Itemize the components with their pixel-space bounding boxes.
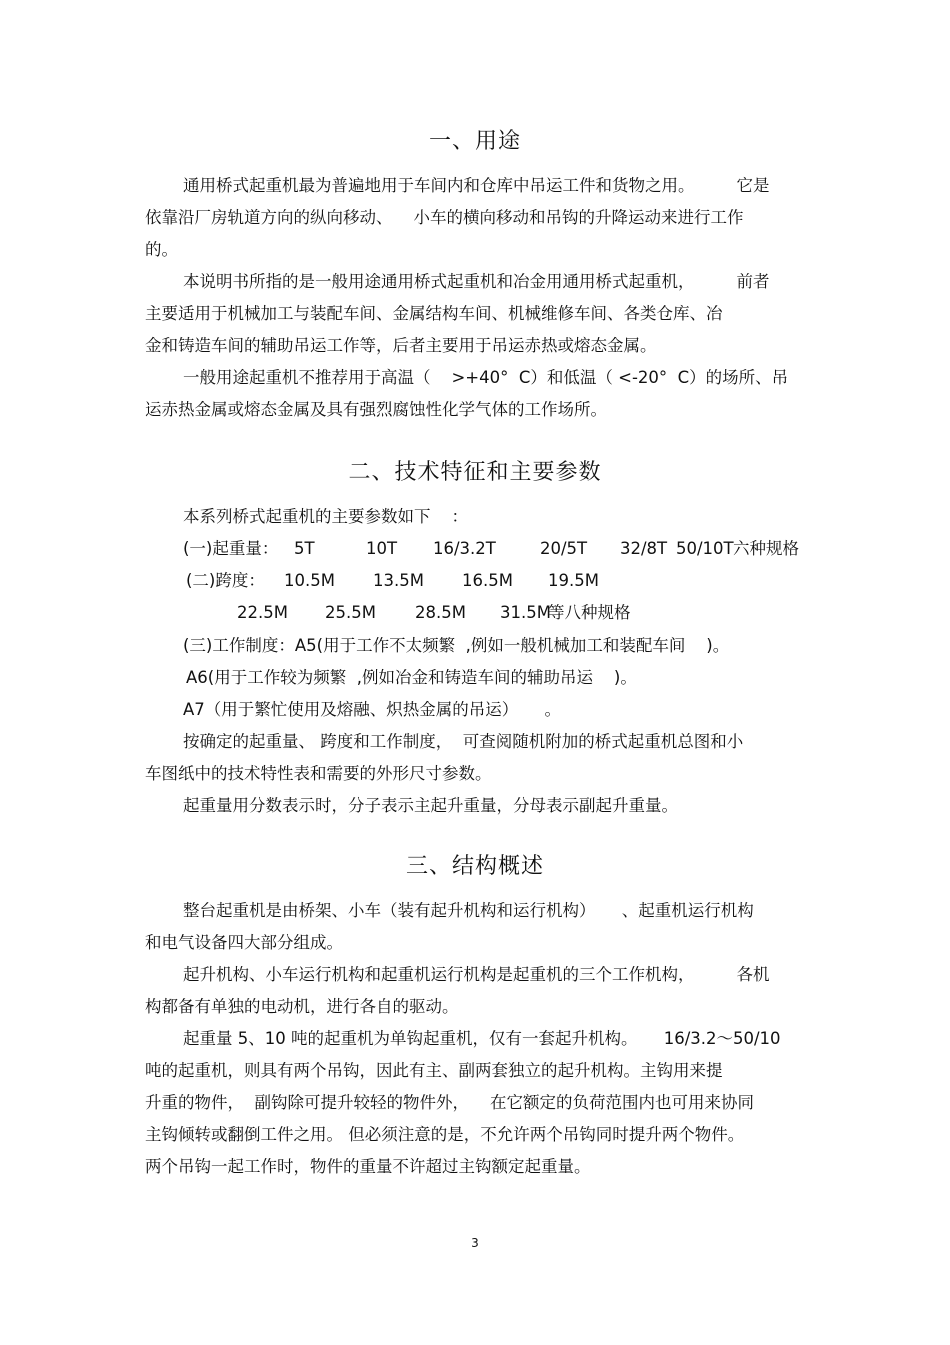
paragraph-line: 金和铸造车间的辅助吊运工作等，后者主要用于吊运赤热或熔态金属。 xyxy=(145,336,657,355)
span-value: 10.5M xyxy=(284,571,335,590)
span-value: 19.5M xyxy=(548,571,599,590)
capacity-value: 5T xyxy=(294,539,315,558)
span-value: 16.5M xyxy=(462,571,513,590)
paragraph-line: 的。 xyxy=(145,240,178,259)
paragraph-line: 运赤热金属或熔态金属及具有强烈腐蚀性化学气体的工作场所。 xyxy=(145,400,607,419)
section-title-purpose: 一、用途 xyxy=(428,129,521,154)
paragraph-line: 一般用途起重机不推荐用于高温（ >+40° C）和低温（ <-20° C）的场所、吊 xyxy=(183,368,789,387)
capacity-suffix: 六种规格 xyxy=(733,539,799,558)
capacity-value: 20/5T xyxy=(540,539,588,558)
section-title-specs: 二、技术特征和主要参数 xyxy=(348,460,602,485)
capacity-value: 50/10T xyxy=(676,539,734,558)
paragraph-line: 按确定的起重量、 跨度和工作制度， 可查阅随机附加的桥式起重机总图和小 xyxy=(183,732,744,751)
paragraph-line: 通用桥式起重机最为普遍地用于车间内和仓库中吊运工件和货物之用。 它是 xyxy=(183,176,770,195)
paragraph-line: 主要适用于机械加工与装配车间、金属结构车间、机械维修车间、各类仓库、冶 xyxy=(145,304,723,323)
span-row-2 xyxy=(0,601,950,625)
capacity-value: 16/3.2T xyxy=(433,539,496,558)
specs-intro: 本系列桥式起重机的主要参数如下 ： xyxy=(183,507,468,526)
capacity-value: 32/8T xyxy=(620,539,668,558)
span-suffix: 等八种规格 xyxy=(548,603,631,622)
paragraph-line: 起重量 5、10 吨的起重机为单钩起重机，仅有一套起升机构。 16/3.2～50/10 xyxy=(183,1029,781,1048)
paragraph-line: 起重量用分数表示时，分子表示主起升重量，分母表示副起升重量。 xyxy=(183,796,678,815)
span-value: 28.5M xyxy=(415,603,466,622)
capacity-label: (一)起重量： xyxy=(183,539,279,558)
capacity-value: 10T xyxy=(366,539,398,558)
paragraph-line: 升重的物件， 副钩除可提升较轻的物件外， 在它额定的负荷范围内也可用来协同 xyxy=(145,1093,754,1112)
paragraph-line: 本说明书所指的是一般用途通用桥式起重机和冶金用通用桥式起重机， 前者 xyxy=(183,272,770,291)
duty-line-a6: A6(用于工作较为频繁 ,例如冶金和铸造车间的辅助吊运 )。 xyxy=(186,668,637,687)
span-row-1 xyxy=(0,569,950,593)
paragraph-line: 和电气设备四大部分组成。 xyxy=(145,933,343,952)
span-value: 13.5M xyxy=(373,571,424,590)
paragraph-line: 依靠沿厂房轨道方向的纵向移动、 小车的横向移动和吊钩的升降运动来进行工作 xyxy=(145,208,744,227)
duty-line-a7: A7（用于繁忙使用及熔融、炽热金属的吊运） 。 xyxy=(183,700,562,719)
span-label: (二)跨度： xyxy=(186,571,265,590)
capacity-row xyxy=(0,537,950,561)
span-value: 25.5M xyxy=(325,603,376,622)
paragraph-line: 车图纸中的技术特性表和需要的外形尺寸参数。 xyxy=(145,764,492,783)
span-value: 22.5M xyxy=(237,603,288,622)
duty-line-a5: (三)工作制度：A5(用于工作不太频繁 ,例如一般机械加工和装配车间 )。 xyxy=(183,636,730,655)
paragraph-line: 吨的起重机，则具有两个吊钩，因此有主、副两套独立的起升机构。主钩用来提 xyxy=(145,1061,723,1080)
page-number: 3 xyxy=(471,1236,479,1250)
paragraph-line: 构都备有单独的电动机，进行各自的驱动。 xyxy=(145,997,459,1016)
paragraph-line: 整台起重机是由桥架、小车（装有起升机构和运行机构） 、起重机运行机构 xyxy=(183,901,754,920)
paragraph-line: 主钩倾转或翻倒工件之用。 但必须注意的是，不允许两个吊钩同时提升两个物件。 xyxy=(145,1125,745,1144)
paragraph-line: 两个吊钩一起工作时，物件的重量不许超过主钩额定起重量。 xyxy=(145,1157,591,1176)
section-title-structure: 三、结构概述 xyxy=(405,854,544,879)
paragraph-line: 起升机构、小车运行机构和起重机运行机构是起重机的三个工作机构， 各机 xyxy=(183,965,770,984)
span-value: 31.5M xyxy=(500,603,551,622)
